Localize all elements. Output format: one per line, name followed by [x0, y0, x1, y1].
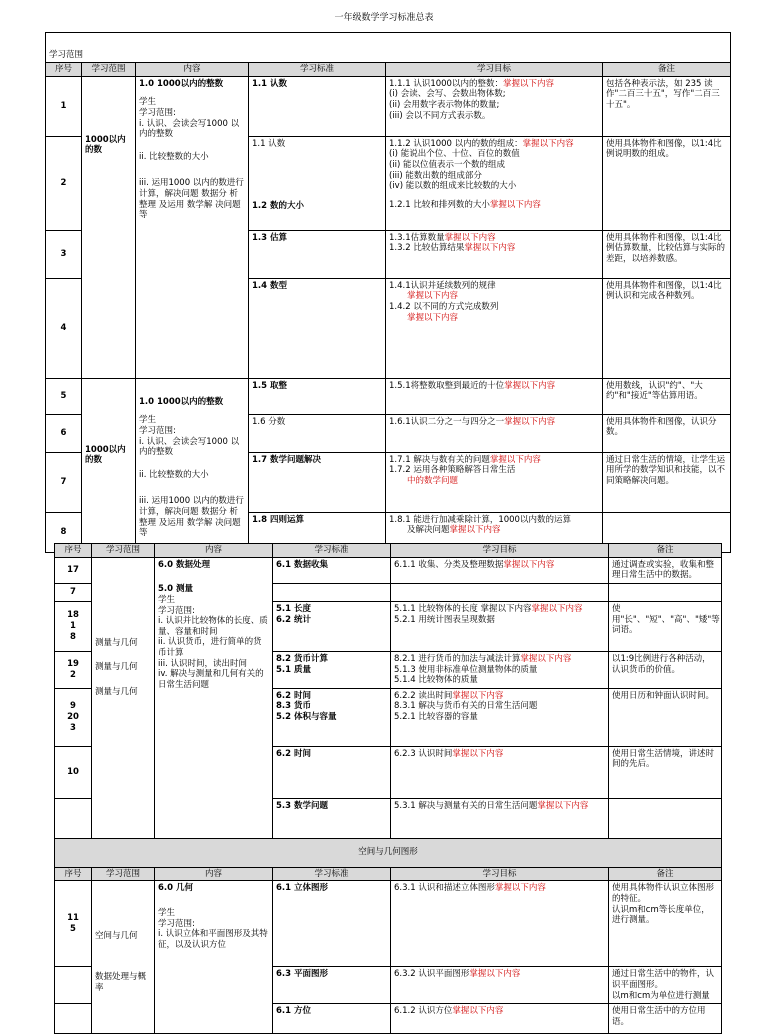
standard-cell	[249, 278, 386, 378]
goal-text: 1.2.1 比较和排列数的大小	[389, 199, 490, 210]
content-cell	[136, 76, 249, 378]
row-number: 7	[46, 452, 82, 512]
goal-line	[389, 111, 599, 122]
note-cell: 使用具体物件和图像，以1:4比例认识和完成各种数列。	[603, 278, 731, 378]
goal-mastery: 掌握以下内容	[494, 883, 546, 894]
note-cell: 通过日常生活的情境，让学生运用所学的数学知识和技能，以不同策略解决问题。	[603, 452, 731, 512]
content-cell	[136, 378, 249, 552]
standard-text: 1.6 分数	[252, 416, 286, 427]
note-cell	[609, 1004, 722, 1034]
header-content: 内容	[155, 867, 273, 881]
standard-text: 8.2 货币计算	[276, 653, 329, 664]
goal-text: 6.3.2 认识平面图形	[394, 969, 470, 980]
content-line: i. 认识立体和平面图形及其特征，以及认识方位	[158, 929, 268, 950]
goal-cell	[391, 688, 609, 746]
goal-text: 6.3.1 认识和描述立体图形	[394, 883, 495, 894]
table-row	[46, 76, 731, 136]
header-goal: 学习目标	[391, 867, 609, 881]
row-number	[55, 881, 92, 967]
goal-text: 8.2.1 进行货币的加法与减法计算	[394, 653, 521, 664]
goal-text: 1.1.2 认识1000 以内的数的组成：	[389, 138, 523, 149]
content-line: 学习范围:	[158, 605, 195, 616]
header-goal: 学习目标	[391, 544, 609, 558]
row-number: 6	[46, 414, 82, 452]
standard-cell	[249, 76, 386, 136]
note-line: 以m和cm为单位进行测量	[612, 990, 710, 1001]
row-number-line: 8	[70, 631, 76, 642]
goal-mastery: 掌握以下内容	[452, 1006, 504, 1017]
standard-text: 5.3 数学问题	[276, 800, 329, 811]
goal-text: (ii) 能以位值表示一个数的组成	[389, 159, 506, 170]
goal-cell	[386, 414, 603, 452]
goal-line	[394, 712, 605, 723]
goal-line	[394, 883, 605, 894]
range-label: 测量与几何	[95, 637, 138, 648]
row-number-line: 9	[70, 701, 76, 712]
header-content: 内容	[136, 63, 249, 77]
goal-text: 1.3.1估算数量	[389, 232, 445, 243]
content-heading: 1.0 1000以内的整数	[139, 396, 224, 407]
header-range: 学习范围	[82, 63, 136, 77]
goal-mastery: 掌握以下内容	[489, 454, 541, 465]
note-line: 使用日历和钟面认识时间。	[612, 690, 715, 701]
standard-text: 1.2 数的大小	[252, 201, 305, 212]
goal-text: 1.8.1 能进行加减乘除计算，1000以内数的运算	[389, 514, 571, 525]
goal-text: 1.6.1认识二分之一与四分之一	[389, 416, 505, 427]
goal-text: 5.3.1 解决与测量有关的日常生活问题	[394, 800, 538, 811]
goal-line	[389, 302, 599, 313]
range-cell	[92, 881, 155, 1034]
note-cell	[609, 746, 722, 798]
note-line: 以1:9比例进行各种活动，认识货币的价值。	[612, 653, 711, 675]
standard-cell	[273, 583, 391, 601]
header-note: 备注	[603, 63, 731, 77]
standard-text: 1.8 四则运算	[252, 514, 305, 525]
standard-cell	[249, 230, 386, 278]
goal-line	[389, 313, 599, 324]
content-heading: 6.0 数据处理	[158, 559, 211, 570]
standard-cell	[273, 746, 391, 798]
goal-line	[394, 691, 605, 702]
goal-line	[394, 560, 605, 571]
header-standard: 学习标准	[273, 867, 391, 881]
standard-cell	[273, 557, 391, 583]
goal-line	[389, 89, 599, 100]
goal-cell	[391, 798, 609, 838]
content-line: 学生	[158, 594, 176, 605]
goal-line	[394, 701, 605, 712]
goal-line	[389, 233, 599, 244]
goal-line	[389, 455, 599, 466]
goal-line	[394, 604, 605, 615]
content-line: i. 认识、会读会写1000 以内的整数	[139, 118, 240, 140]
standard-cell	[249, 136, 386, 230]
goal-line	[389, 149, 599, 160]
note-line: 使用日常生活中的方位用语。	[612, 1006, 706, 1027]
goal-text: (iii) 能数出数的组成部分	[389, 170, 482, 181]
content-line: 学习范围:	[139, 425, 176, 436]
goal-line	[389, 160, 599, 171]
header-standard: 学习标准	[273, 544, 391, 558]
row-number: 2	[46, 136, 82, 230]
standard-cell	[273, 688, 391, 746]
note-cell	[609, 557, 722, 583]
row-number: 3	[46, 230, 82, 278]
goal-mastery: 中的数学问题	[407, 475, 459, 486]
row-number-line: 20	[67, 711, 79, 722]
goal-mastery: 掌握以下内容	[452, 748, 504, 759]
goal-text: 5.1.1 比较物体的长度 掌握以下内容	[394, 603, 532, 614]
range-cell	[92, 557, 155, 838]
content-line: ii. 比较整数的大小	[139, 469, 209, 480]
standard-cell	[249, 414, 386, 452]
note-line: 通过调查或实验，收集和整理日常生活中的数据。	[612, 559, 715, 581]
header-goal: 学习目标	[386, 63, 603, 77]
goal-mastery: 掌握以下内容	[522, 138, 574, 149]
goal-line	[394, 665, 605, 676]
standard-text: 5.1 长度	[276, 603, 312, 614]
table-row	[46, 378, 731, 414]
goal-text: (iii) 会以不同方式表示数。	[389, 110, 491, 121]
header-row-2	[55, 544, 722, 558]
goal-text: 1.1.1 认识1000以内的整数：	[389, 78, 503, 89]
header-row	[46, 63, 731, 77]
range-label: 数据处理与概率	[95, 972, 147, 993]
note-cell	[609, 583, 722, 601]
goal-line	[389, 291, 599, 302]
row-number	[55, 557, 92, 583]
header-standard: 学习标准	[249, 63, 386, 77]
note-cell	[609, 601, 722, 651]
table-row	[55, 557, 722, 583]
content-line: 学生	[139, 415, 157, 426]
goal-mastery: 掌握以下内容	[504, 380, 556, 391]
standards-table-2	[54, 543, 722, 1034]
note-cell: 使用具体物件和图像，以1:4比例估算数量，比较估算与实际的差距，以培养数感。	[603, 230, 731, 278]
goal-mastery: 掌握以下内容	[469, 969, 521, 980]
goal-text: 及解决问题	[407, 525, 450, 536]
goal-line	[394, 749, 605, 760]
goal-cell	[386, 278, 603, 378]
goal-text: (i) 会读、会写、会数出物体数;	[389, 89, 506, 100]
standard-text: 6.2 时间	[276, 748, 312, 759]
content-line: ii. 认识货币，进行简单的货币计算	[158, 637, 262, 658]
goal-line	[394, 615, 605, 626]
goal-cell	[386, 452, 603, 512]
standard-cell	[273, 601, 391, 651]
spacer	[139, 480, 245, 496]
note-line: 通过日常生活中的物件，认识平面图形。	[612, 969, 715, 990]
goal-cell	[386, 378, 603, 414]
goal-cell	[391, 583, 609, 601]
spacer	[252, 149, 382, 201]
range-label: 测量与几何	[95, 662, 138, 673]
goal-mastery: 掌握以下内容	[502, 78, 554, 89]
goal-line	[389, 139, 599, 150]
standard-cell	[249, 378, 386, 414]
spacer	[158, 894, 269, 908]
goal-text: 5.2.1 比较容器的容量	[394, 712, 478, 722]
goal-text: 5.1.4 比较物体的质量	[394, 675, 478, 686]
note-cell: 包括各种表示法，如 235 读作"二百三十五"，写作"二百三十五"。	[603, 76, 731, 136]
content-line: iv. 解决与测量和几何有关的日常生活问题	[158, 669, 264, 690]
content-heading: 1.0 1000以内的整数	[139, 78, 224, 89]
content-line: iii. 运用1000 以内的数进行计算，解决问题 数据分 析整理 及运用 数学解 决问题 等	[139, 178, 244, 221]
content-line: i. 认识并比较物体的长度、质量、容量和时间	[158, 616, 268, 637]
note-line: 使用"长"、"短"、"高"、"矮"等词语。	[612, 603, 720, 636]
goal-line	[389, 476, 599, 487]
note-cell: 使用数线，认识"约"、"大约"和"接近"等估算用语。	[603, 378, 731, 414]
row-number-line: 5	[70, 923, 76, 934]
goal-line	[389, 525, 599, 536]
range-label: 1000以内的数	[85, 134, 126, 156]
row-number-line: 7	[70, 587, 76, 598]
goal-text: (ii) 会用数字表示物体的数量;	[389, 99, 500, 110]
header-no: 序号	[55, 867, 92, 881]
goal-text: 1.5.1将整数取整到最近的十位	[389, 380, 505, 391]
goal-cell	[391, 746, 609, 798]
goal-line	[389, 465, 599, 476]
row-number	[55, 601, 92, 651]
note-cell: 使用具体物件和图像，认识分数。	[603, 414, 731, 452]
standard-cell: 6.1 方位	[273, 1004, 391, 1034]
goal-line	[389, 100, 599, 111]
page-title: 一年级数学学习标准总表	[334, 13, 434, 23]
row-number-line: 18	[67, 610, 79, 621]
standard-text: 8.3 货币	[276, 701, 312, 712]
note-cell	[609, 881, 722, 967]
goal-line	[389, 381, 599, 392]
row-number-line: 1	[70, 621, 76, 632]
standard-cell: 6.3 平面图形	[273, 967, 391, 1004]
goal-text: 8.3.1 解决与货币有关的日常生活问题	[394, 701, 538, 712]
row-number	[55, 967, 92, 1004]
row-number-line: 2	[70, 669, 76, 680]
goal-text: 6.2.2 读出时间	[394, 690, 453, 701]
range-cell	[82, 378, 136, 552]
row-number-line: 10	[67, 766, 79, 777]
goal-cell	[391, 651, 609, 688]
standard-text: 1.7 数学问题解决	[252, 454, 322, 465]
goal-mastery: 掌握以下内容	[464, 243, 516, 254]
range-label: 空间与几何	[95, 931, 138, 942]
standard-text: 1.1 认数	[252, 78, 288, 89]
goal-text: 6.1.1 收集、分类及整理数据	[394, 559, 504, 570]
goal-line	[389, 515, 599, 526]
header-row-3	[55, 867, 722, 881]
goal-text: 1.4.2 以不同的方式完成数列	[389, 301, 499, 312]
row-number: 1	[46, 76, 82, 136]
content-line: ii. 比较整数的大小	[139, 151, 209, 162]
content-cell	[155, 557, 273, 838]
goal-line	[389, 200, 599, 211]
spacer	[139, 140, 245, 152]
goal-mastery: 掌握以下内容	[503, 559, 555, 570]
standard-text: 6.2 时间	[276, 690, 312, 701]
spacer	[139, 162, 245, 178]
standard-text: 6.1 数据收集	[276, 559, 329, 570]
header-range: 学习范围	[92, 867, 155, 881]
range-cell	[82, 76, 136, 378]
content-line: iii. 运用1000 以内的数进行计算，解决问题 数据分 析整理 及运用 数学解 决问题 等	[139, 496, 244, 539]
goal-line	[394, 969, 605, 980]
row-number-line: 3	[70, 722, 76, 733]
header-no: 序号	[55, 544, 92, 558]
header-no: 序号	[46, 63, 82, 77]
content-line: 学生	[158, 908, 176, 918]
spacer	[139, 458, 245, 470]
goal-line	[389, 181, 599, 192]
standard-text: 5.2 体积与容量	[276, 712, 337, 722]
row-number	[55, 651, 92, 688]
range-label: 1000以内的数	[85, 444, 126, 466]
row-number	[55, 1004, 92, 1034]
goal-mastery: 掌握以下内容	[407, 312, 459, 323]
row-number: 4	[46, 278, 82, 378]
row-number-line: 19	[67, 659, 79, 670]
goal-line	[389, 192, 599, 200]
header-range: 学习范围	[92, 544, 155, 558]
goal-line	[389, 417, 599, 428]
section-band: 空间与几何图形	[55, 838, 722, 867]
standard-text: 1.1 认数	[252, 138, 286, 149]
header-content: 内容	[155, 544, 273, 558]
note-cell	[609, 798, 722, 838]
goal-text: 1.7.1 解决与数有关的问题	[389, 454, 490, 465]
note-cell	[609, 967, 722, 1004]
row-number	[55, 583, 92, 601]
goal-cell	[391, 601, 609, 651]
header-note: 备注	[609, 867, 722, 881]
goal-line	[394, 675, 605, 686]
content-line: i. 认识、会读会写1000 以内的整数	[139, 436, 240, 458]
goal-cell	[386, 136, 603, 230]
goal-text: 5.2.1 用统计图表呈现数据	[394, 614, 495, 625]
goal-mastery: 掌握以下内容	[531, 603, 583, 614]
goal-cell	[391, 1004, 609, 1034]
standard-text: 1.5 取整	[252, 380, 288, 391]
content-line: 学习范围:	[158, 918, 195, 929]
goal-mastery: 掌握以下内容	[444, 232, 496, 243]
standard-text: 5.1 质量	[276, 664, 312, 675]
content-heading: 6.0 几何	[158, 883, 194, 894]
goal-cell	[386, 76, 603, 136]
header-note: 备注	[609, 544, 722, 558]
goal-mastery: 掌握以下内容	[520, 653, 572, 664]
row-number: 5	[46, 378, 82, 414]
standard-text: 1.3 估算	[252, 232, 288, 243]
goal-line	[394, 654, 605, 665]
content-heading: 5.0 测量	[158, 584, 194, 595]
row-number	[55, 798, 92, 838]
spacer	[158, 570, 269, 584]
row-number	[55, 746, 92, 798]
goal-line	[389, 243, 599, 254]
content-line: 学习范围:	[139, 107, 176, 118]
goal-line	[394, 1006, 605, 1017]
goal-text: 1.3.2 比较估算结果	[389, 243, 465, 254]
content-cell	[155, 881, 273, 1034]
range-label: 测量与几何	[95, 686, 138, 697]
row-number	[55, 688, 92, 746]
content-line: 学生	[139, 97, 157, 108]
goal-line	[389, 281, 599, 292]
standard-text: 6.2 统计	[276, 614, 312, 625]
row-number-line: 11	[67, 913, 79, 924]
content-line: iii. 认识时间，读出时间	[158, 658, 247, 669]
goal-cell	[391, 881, 609, 967]
goal-mastery: 掌握以下内容	[407, 291, 459, 302]
goal-text: (iv) 能以数的组成来比较数的大小	[389, 181, 517, 192]
goal-cell	[391, 967, 609, 1004]
standard-cell	[273, 651, 391, 688]
goal-cell	[391, 557, 609, 583]
goal-text: 5.1.3 使用非标准单位测量物体的质量	[394, 664, 538, 675]
standard-cell: 6.1 立体图形	[273, 881, 391, 967]
note-cell	[609, 651, 722, 688]
goal-text: 1.7.2 运用各种策略解答日常生活	[389, 465, 516, 476]
goal-text: 6.1.2 认识方位	[394, 1006, 453, 1017]
goal-text: 1.4.1认识并延续数列的规律	[389, 280, 496, 291]
goal-mastery: 掌握以下内容	[537, 800, 589, 811]
goal-text: (i) 能说出个位、十位、百位的数值	[389, 149, 520, 160]
row-number: 8	[46, 512, 82, 552]
goal-mastery: 掌握以下内容	[489, 199, 541, 210]
note-line: 使用具体物件认识立体图形的特征。	[612, 883, 715, 904]
goal-line	[394, 801, 605, 812]
standard-cell	[273, 798, 391, 838]
row-number-line: 17	[67, 564, 79, 575]
note-line: 认识m和cm等长度单位，进行测量。	[612, 904, 710, 926]
standard-text: 1.4 数型	[252, 280, 288, 291]
section-label: 学习范围	[46, 33, 731, 63]
goal-line	[389, 171, 599, 182]
goal-cell	[386, 230, 603, 278]
goal-mastery: 掌握以下内容	[449, 525, 501, 536]
note-cell: 使用具体物件和图像，以1:4比例说明数的组成。	[603, 136, 731, 230]
goal-text: 6.2.3 认识时间	[394, 748, 453, 759]
note-cell	[609, 688, 722, 746]
goal-mastery: 掌握以下内容	[504, 416, 556, 427]
goal-mastery: 掌握以下内容	[452, 690, 504, 701]
standards-table-1	[45, 32, 731, 553]
standard-cell	[249, 452, 386, 512]
note-line: 使用日常生活情境，讲述时间的先后。	[612, 748, 715, 770]
goal-line	[389, 79, 599, 90]
table-row	[55, 881, 722, 967]
